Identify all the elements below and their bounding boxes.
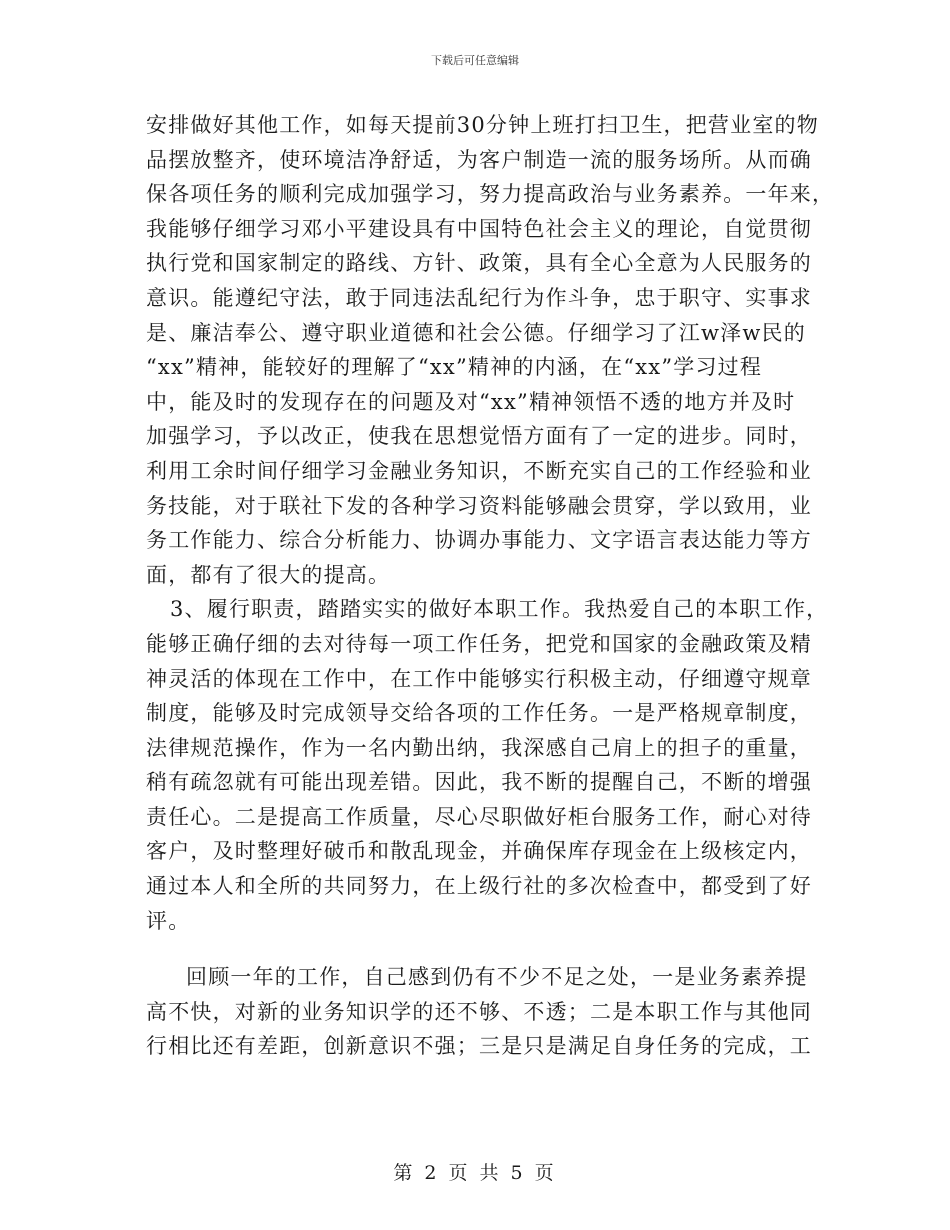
text-line: 我能够仔细学习邓小平建设具有中国特色社会主义的理论，自觉贯彻 <box>146 216 812 241</box>
text-line: 执行党和国家制定的路线、方针、政策，具有全心全意为人民服务的 <box>146 251 812 276</box>
text-line: 面，都有了很大的提高。 <box>146 562 391 587</box>
text-line: 回顾一年的工作，自己感到仍有不少不足之处，一是业务素养提 <box>186 965 808 990</box>
text-line: 务工作能力、综合分析能力、协调办事能力、文字语言表达能力等方 <box>146 528 812 553</box>
paragraph-1 <box>146 108 835 592</box>
text-line: 稍有疏忽就有可能出现差错。因此，我不断的提醒自己，不断的增强 <box>146 770 812 795</box>
text-line: 通过本人和全所的共同努力，在上级行社的多次检查中，都受到了好 <box>146 874 812 899</box>
text-line: 法律规范操作，作为一名内勤出纳，我深感自己肩上的担子的重量， <box>146 735 812 760</box>
text-line: 神灵活的体现在工作中，在工作中能够实行积极主动，仔细遵守规章 <box>146 666 812 691</box>
text-line: 利用工余时间仔细学习金融业务知识，不断充实自己的工作经验和业 <box>146 458 812 483</box>
text-line: 责任心。二是提高工作质量，尽心尽职做好柜台服务工作，耐心对待 <box>146 804 812 829</box>
text-line: 安排做好其他工作，如每天提前30分钟上班打扫卫生，把营业室的物 <box>146 113 819 137</box>
text-line: 意识。能遵纪守法，敢于同违法乱纪行为作斗争，忠于职守、实事求 <box>146 285 812 310</box>
text-line: 3、履行职责，踏踏实实的做好本职工作。我热爱自己的本职工作， <box>170 597 829 622</box>
text-line: 评。 <box>146 908 191 933</box>
page-number-footer: 第 2 页 共 5 页 <box>393 1162 557 1184</box>
text-line: 客户，及时整理好破币和散乱现金，并确保库存现金在上级核定内， <box>146 839 812 864</box>
text-line: 品摆放整齐，使环境洁净舒适，为客户制造一流的服务场所。从而确 <box>146 147 812 172</box>
text-line: 是、廉洁奉公、遵守职业道德和社会公德。仔细学习了江w泽w民的 <box>146 320 806 345</box>
text-line: 保各项任务的顺利完成加强学习，努力提高政治与业务素养。一年来， <box>146 182 835 207</box>
document-body <box>146 108 835 1064</box>
paragraph-2 <box>146 592 829 938</box>
page-header: 下载后可任意编辑 <box>431 54 519 67</box>
text-line: 务技能，对于联社下发的各种学习资料能够融会贯穿，学以致用，业 <box>146 493 812 518</box>
text-line: 中，能及时的发现存在的问题及对“xx”精神领悟不透的地方并及时 <box>146 389 796 414</box>
text-line: 制度，能够及时完成领导交给各项的工作任务。一是严格规章制度， <box>146 701 812 726</box>
text-line: 行相比还有差距，创新意识不强；三是只是满足自身任务的完成，工 <box>146 1034 812 1059</box>
text-line: 加强学习，予以改正，使我在思想觉悟方面有了一定的进步。同时， <box>146 424 812 449</box>
text-line: 能够正确仔细的去对待每一项工作任务，把党和国家的金融政策及精 <box>146 631 812 656</box>
text-line: 高不快，对新的业务知识学的还不够、不透；二是本职工作与其他同 <box>146 999 812 1024</box>
text-line: “xx”精神，能较好的理解了“xx”精神的内涵，在“xx”学习过程 <box>146 355 763 380</box>
paragraph-3 <box>146 960 826 1064</box>
paragraph-gap <box>146 938 826 960</box>
